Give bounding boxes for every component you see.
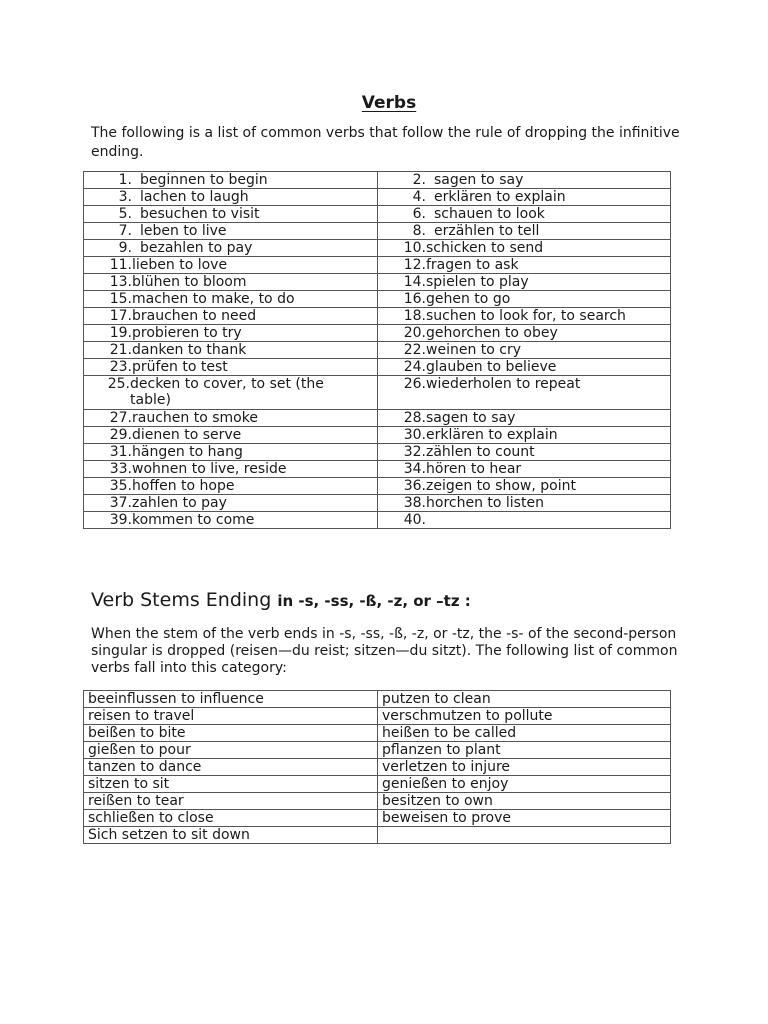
table-row (84, 206, 671, 223)
table-cell: 4. erklären to explain (378, 189, 671, 206)
table-row (84, 240, 671, 257)
table-cell: 11.lieben to love (84, 257, 378, 274)
intro-paragraph: The following is a list of common verbs that follow the rule of dropping the infinitive ending. (91, 125, 680, 160)
table-cell: beißen to bite (84, 725, 378, 742)
table-cell: 38.horchen to listen (378, 495, 671, 512)
table-row (84, 427, 671, 444)
table-cell (378, 827, 671, 844)
table-row (84, 257, 671, 274)
table-cell: 40. (378, 512, 671, 529)
table-cell: 24.glauben to believe (378, 359, 671, 376)
table-cell: 1. beginnen to begin (84, 172, 378, 189)
table-cell: 9. bezahlen to pay (84, 240, 378, 257)
table-row (84, 376, 671, 410)
table-row (84, 359, 671, 376)
table-row (84, 342, 671, 359)
section-intro-paragraph: When the stem of the verb ends in -s, -ss, -ß, -z, or -tz, the -s- of the second-person singular is dropped (reisen—du reist; sitzen—du sitzt). The following list of common verbs fall into this category: (91, 626, 678, 676)
table-row (84, 444, 671, 461)
table-cell: putzen to clean (378, 691, 671, 708)
table-cell: 14.spielen to play (378, 274, 671, 291)
table-row (84, 691, 671, 708)
table-cell: 27.rauchen to smoke (84, 410, 378, 427)
page-title: Verbs (361, 93, 417, 113)
table-row (84, 410, 671, 427)
table-cell: 12.fragen to ask (378, 257, 671, 274)
table-cell: 7. leben to live (84, 223, 378, 240)
table-cell: pflanzen to plant (378, 742, 671, 759)
table-cell: 15.machen to make, to do (84, 291, 378, 308)
table-cell: genießen to enjoy (378, 776, 671, 793)
section-heading (91, 589, 471, 611)
table-cell: 33.wohnen to live, reside (84, 461, 378, 478)
table-row (84, 308, 671, 325)
table-cell: sitzen to sit (84, 776, 378, 793)
verbs-table (83, 171, 671, 529)
table-row (84, 759, 671, 776)
section-heading-main: Verb Stems Ending (91, 589, 272, 611)
table-cell: reisen to travel (84, 708, 378, 725)
table-cell: 6. schauen to look (378, 206, 671, 223)
table-row (84, 461, 671, 478)
table-row (84, 725, 671, 742)
table-row (84, 172, 671, 189)
table-row (84, 223, 671, 240)
table-cell: schließen to close (84, 810, 378, 827)
table-row (84, 291, 671, 308)
table-cell: 8. erzählen to tell (378, 223, 671, 240)
table-row (84, 776, 671, 793)
table-cell: 36.zeigen to show, point (378, 478, 671, 495)
table-cell: gießen to pour (84, 742, 378, 759)
table-cell: 23.prüfen to test (84, 359, 378, 376)
table-row (84, 274, 671, 291)
table-row (84, 189, 671, 206)
table-cell: 17.brauchen to need (84, 308, 378, 325)
table-cell: 35.hoffen to hope (84, 478, 378, 495)
table-cell: 28.sagen to say (378, 410, 671, 427)
table-cell: 20.gehorchen to obey (378, 325, 671, 342)
table-cell: verletzen to injure (378, 759, 671, 776)
table-row (84, 495, 671, 512)
table-cell: verschmutzen to pollute (378, 708, 671, 725)
table-cell: 2. sagen to say (378, 172, 671, 189)
table-cell: Sich setzen to sit down (84, 827, 378, 844)
table-cell: 26.wiederholen to repeat (378, 376, 671, 410)
table-cell: 16.gehen to go (378, 291, 671, 308)
section-heading-sub: in -s, -ss, -ß, -z, or –tz : (277, 592, 471, 610)
table-cell: 22.weinen to cry (378, 342, 671, 359)
table-cell: heißen to be called (378, 725, 671, 742)
table-cell: 25.decken to cover, to set (the table) (84, 376, 378, 410)
table-cell: 34.hören to hear (378, 461, 671, 478)
verb-stems-table (83, 690, 671, 844)
table-cell: 39.kommen to come (84, 512, 378, 529)
table-cell: 13.blühen to bloom (84, 274, 378, 291)
table-cell: tanzen to dance (84, 759, 378, 776)
table-cell: 32.zählen to count (378, 444, 671, 461)
table-cell: 19.probieren to try (84, 325, 378, 342)
table-row (84, 325, 671, 342)
table-row (84, 742, 671, 759)
table-cell: 3. lachen to laugh (84, 189, 378, 206)
table-row (84, 478, 671, 495)
table-cell: 30.erklären to explain (378, 427, 671, 444)
table-cell: 10.schicken to send (378, 240, 671, 257)
table-cell: 21.danken to thank (84, 342, 378, 359)
table-cell: besitzen to own (378, 793, 671, 810)
table-row (84, 810, 671, 827)
table-cell: 18.suchen to look for, to search (378, 308, 671, 325)
table-cell: reißen to tear (84, 793, 378, 810)
table-cell: 37.zahlen to pay (84, 495, 378, 512)
table-row (84, 708, 671, 725)
table-row (84, 827, 671, 844)
table-cell: 29.dienen to serve (84, 427, 378, 444)
table-cell: beweisen to prove (378, 810, 671, 827)
table-cell: beeinflussen to influence (84, 691, 378, 708)
table-cell: 5. besuchen to visit (84, 206, 378, 223)
table-cell: 31.hängen to hang (84, 444, 378, 461)
table-row (84, 512, 671, 529)
table-row (84, 793, 671, 810)
